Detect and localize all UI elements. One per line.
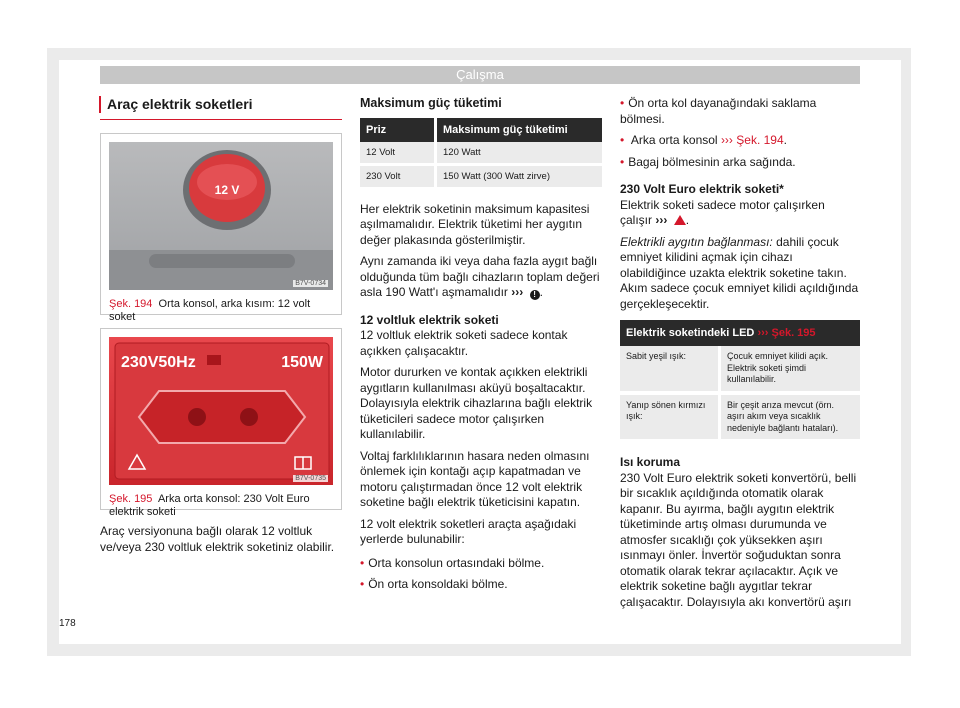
table-title: Elektrik soketindeki LED	[626, 327, 755, 339]
figure-reference-link[interactable]: ››› Şek. 194	[720, 133, 784, 147]
figure-code: B7V-0734	[295, 280, 326, 287]
led-table	[620, 320, 860, 443]
paragraph	[620, 235, 860, 313]
title-divider	[100, 119, 342, 120]
list-item: • Ön orta kol dayanağındaki saklama bölmesi.	[620, 96, 860, 127]
list-item: • Orta konsolun ortasındaki bölme.	[360, 556, 602, 572]
list-item: • Bagaj bölmesinin arka sağında.	[620, 155, 860, 171]
paragraph: Motor dururken ve kontak açıkken elektrikli aygıtların kullanılması aküyü boşaltacaktır. Dolayısıyla elektrik cihazlarına bağlı elektrik tüketicileri sadece motor çalışırken kullanılabilir.	[360, 365, 593, 441]
table-row	[360, 142, 602, 165]
led-indicator	[207, 355, 221, 365]
subheading: 12 voltluk elektrik soketi	[360, 312, 499, 327]
table-row	[620, 346, 860, 393]
socket-12v-image	[109, 142, 333, 290]
table-header-row	[360, 118, 602, 142]
power-table	[360, 118, 602, 190]
figure-caption	[109, 493, 333, 519]
table-header: Maksimum güç tüketimi	[436, 118, 603, 142]
chapter-header: Çalışma	[100, 66, 860, 84]
table-row	[360, 164, 602, 188]
figure-code: B7V-0735	[295, 475, 326, 482]
column-1	[100, 96, 342, 555]
page-number: 178	[59, 618, 76, 629]
intro-paragraph: Araç versiyonuna bağlı olarak 12 voltluk ve/veya 230 voltluk elektrik soketiniz olabilir.	[100, 524, 335, 554]
table-header	[620, 320, 860, 346]
list-item: • Ön orta konsoldaki bölme.	[360, 577, 602, 593]
reference-arrow[interactable]: ›››	[511, 285, 524, 299]
paragraph-italic: Elektrikli aygıtın bağlanması:	[620, 234, 773, 249]
figure-195	[100, 328, 342, 518]
table-header: Priz	[360, 118, 436, 142]
paragraph: Aynı zamanda iki veya daha fazla aygıt bağlı olduğunda tüm bağlı cihazların toplam değeri asla 190 Watt'ı aşmamalıdır ››› ! .	[360, 254, 600, 299]
paragraph: Voltaj farklılıklarının hasara neden olmasını önlemek için kontağı açıp kapatmadan ve motoru çalıştırmadan önce 12 volt elektrik soketine bağlı elektrik tüketicisini kapatın.	[360, 448, 590, 509]
socket-12v-illustration	[109, 142, 333, 290]
figure-number[interactable]: Şek. 194	[109, 298, 153, 310]
socket-230v-illustration	[109, 337, 333, 485]
list-item-text: Arka orta konsol	[630, 133, 718, 147]
figure-caption	[109, 298, 333, 324]
table-cell: 12 Volt	[360, 142, 436, 165]
section-title: Araç elektrik soketleri	[99, 96, 342, 113]
subheading: Isı koruma	[620, 455, 681, 469]
figure-caption-text: Orta konsol, arka kısım: 12 volt soket	[109, 298, 311, 323]
socket-12v-label: 12 V	[214, 183, 240, 197]
column-3	[620, 96, 860, 610]
figure-number[interactable]: Şek. 195	[109, 493, 153, 505]
reference-arrow[interactable]: ›››	[655, 213, 668, 227]
column-2	[360, 96, 602, 593]
paragraph: 230 Volt Euro elektrik soketi konvertörü, belli bir sıcaklık açıldığında otomatik olarak kapanır. Bu ayırma, bağlı aygıtın elektrik tüketiminde artış olması durumunda ve atmosfer sıcaklığı çok yüksekken aşırı ısınmayı önler. İnvertör soğuduktan sonra otomatik olarak tekrar açılacaktır. Açık ve elektrik soketine bağlı aygıtlar tekrar çalışacaktır. Dolayısıyla akı konvertörü aşırı	[620, 470, 857, 609]
list-item: • Arka orta konsol ››› Şek. 194.	[620, 133, 860, 149]
exclamation-icon: !	[530, 290, 540, 300]
paragraph: 12 voltluk elektrik soketi sadece kontak açıkken çalışacaktır.	[360, 328, 568, 358]
paragraph: Her elektrik soketinin maksimum kapasitesi aşılmamalıdır. Elektrik tüketimi her aygıtın değer plakasında gösterilmiştir.	[360, 201, 590, 247]
socket-230v-image	[109, 337, 333, 485]
table-title: Maksimum güç tüketimi	[360, 96, 502, 110]
table-cell: 120 Watt	[436, 142, 603, 165]
table-header-row	[620, 320, 860, 346]
paragraph-text: dahili çocuk emniyet kilidini açmak için cihazı olabildiğince uzakta elektrik soketine takın. Akım sadece çocuk emniyet kilidi açıldığında gerçekleşecektir.	[620, 234, 859, 311]
table-cell: Çocuk emniyet kilidi açık. Elektrik soketi şimdi kullanılabilir.	[720, 346, 861, 393]
table-cell: Sabit yeşil ışık:	[620, 346, 720, 393]
paragraph: 12 volt elektrik soketleri araçta aşağıdaki yerlerde bulunabilir:	[360, 516, 577, 546]
table-cell: Yanıp sönen kırmızı ışık:	[620, 393, 720, 442]
table-row	[620, 393, 860, 442]
figure-194	[100, 133, 342, 323]
subheading: 230 Volt Euro elektrik soketi*	[620, 182, 784, 196]
figure-caption-text: Arka orta konsol: 230 Volt Euro elektrik soketi	[109, 493, 310, 518]
table-cell: 150 Watt (300 Watt zirve)	[436, 164, 603, 188]
paragraph-text: Aynı zamanda iki veya daha fazla aygıt bağlı olduğunda tüm bağlı cihazların toplam değeri asla 190 Watt'ı aşmamalıdır	[360, 254, 600, 299]
paragraph: Elektrik soketi sadece motor çalışırken çalışır ››› .	[620, 197, 825, 227]
warning-icon	[674, 215, 686, 225]
socket-voltage-label: 230V50Hz	[121, 354, 196, 371]
figure-reference-link[interactable]: ››› Şek. 195	[757, 327, 816, 339]
paragraph-text: Elektrik soketi sadece motor çalışırken çalışır	[620, 197, 825, 227]
table-cell: 230 Volt	[360, 164, 436, 188]
table-cell: Bir çeşit arıza mevcut (örn. aşırı akım veya sıcaklık nedeniyle bağlantı hataları).	[720, 393, 861, 442]
socket-power-label: 150W	[281, 354, 323, 371]
